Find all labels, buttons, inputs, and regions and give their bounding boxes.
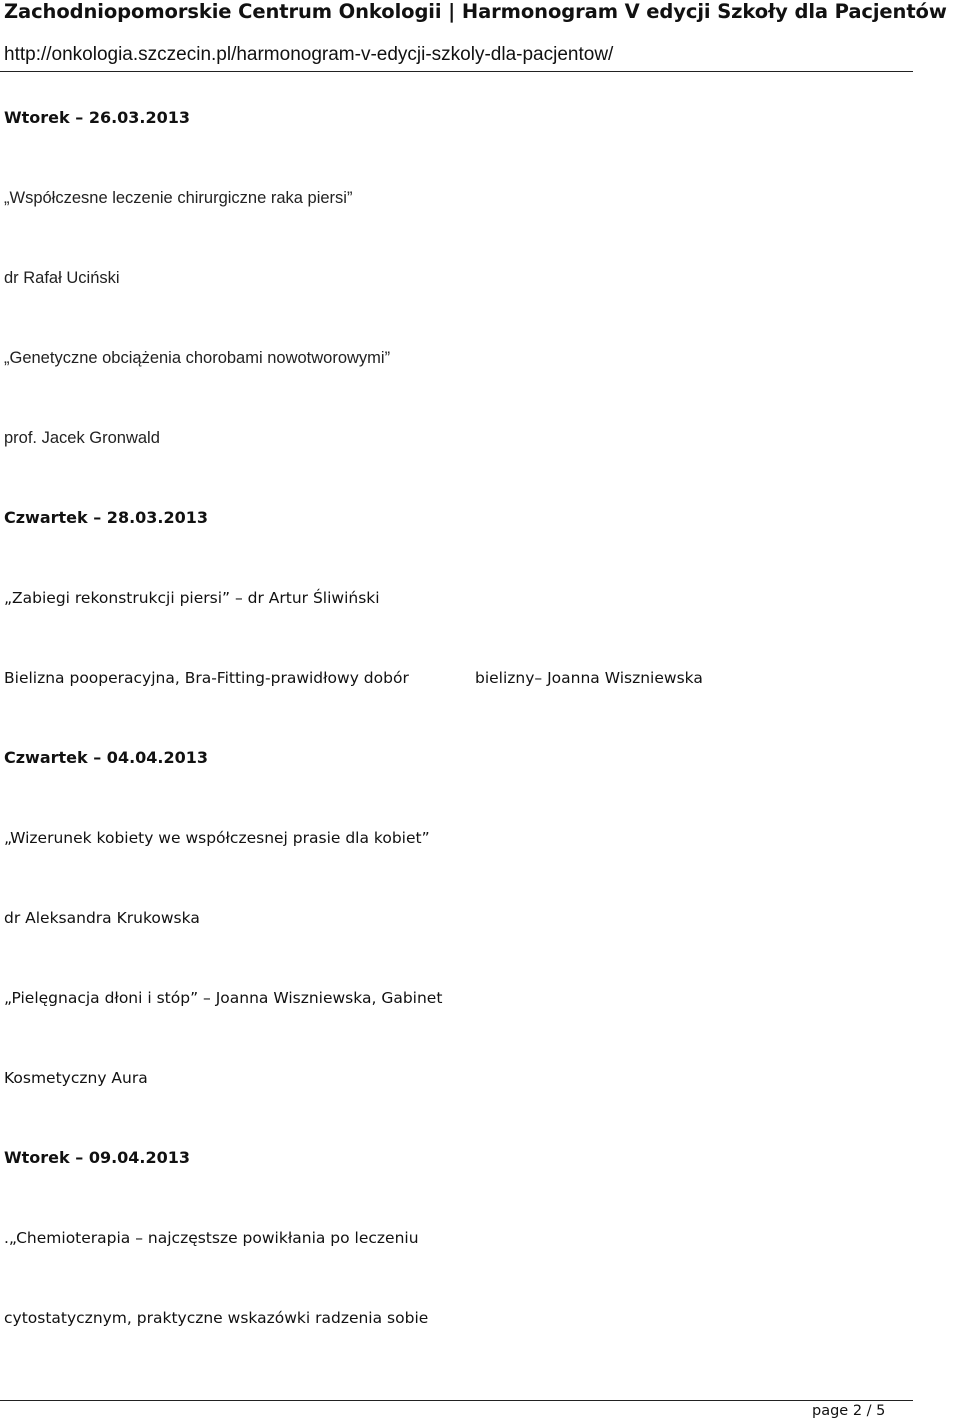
lecture-title: Bielizna pooperacyjna, Bra-Fitting-prawidłowy dobór (4, 669, 409, 687)
lecture-title: „Wizerunek kobiety we współczesnej prasie dla kobiet” (4, 829, 430, 847)
session-date: Wtorek – 09.04.2013 (4, 1148, 191, 1167)
page-number: page 2 / 5 (812, 1403, 886, 1419)
lecture-title: .„Chemioterapia – najczęstsze powikłania po leczeniu (4, 1229, 419, 1247)
lecture-title: „Współczesne leczenie chirurgiczne raka piersi” (4, 189, 353, 207)
lecture-title: „Genetyczne obciążenia chorobami nowotworowymi” (4, 349, 391, 367)
lecturer: dr Aleksandra Krukowska (4, 909, 200, 927)
footer-divider (0, 1400, 913, 1401)
lecture-title: Kosmetyczny Aura (4, 1069, 148, 1087)
lecture-title: „Zabiegi rekonstrukcji piersi” – dr Artur Śliwiński (4, 589, 380, 607)
session-date: Czwartek – 28.03.2013 (4, 508, 209, 527)
lecturer: prof. Jacek Gronwald (4, 429, 160, 447)
lecture-title: cytostatycznym, praktyczne wskazówki radzenia sobie (4, 1309, 429, 1327)
lecture-title-continuation: bielizny– Joanna Wiszniewska (475, 669, 703, 687)
lecture-title: „Pielęgnacja dłoni i stóp” – Joanna Wiszniewska, Gabinet (4, 989, 443, 1007)
page-title: Zachodniopomorskie Centrum Onkologii | Harmonogram V edycji Szkoły dla Pacjentów (4, 0, 947, 23)
session-date: Wtorek – 26.03.2013 (4, 108, 191, 127)
lecturer: dr Rafał Uciński (4, 269, 120, 287)
session-date: Czwartek – 04.04.2013 (4, 748, 209, 767)
page-url[interactable]: http://onkologia.szczecin.pl/harmonogram-v-edycji-szkoly-dla-pacjentow/ (4, 44, 614, 65)
header-divider (0, 71, 913, 72)
